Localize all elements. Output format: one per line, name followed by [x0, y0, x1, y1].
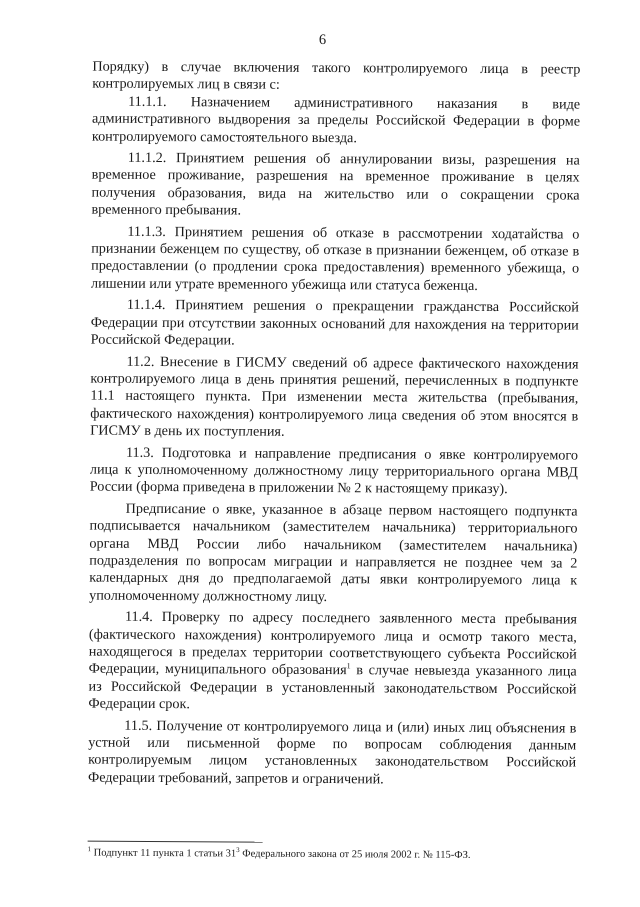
paragraph-11-4	[88, 609, 577, 716]
paragraph-11-5: 11.5. Получение от контролируемого лица и (или) иных лиц объяснения в устной или письменной форме по вопросам соблюдения данным контролируемым лицом установленных законодательством Российской Федерации требований, запретов и ограничений.	[87, 717, 577, 788]
paragraph-intro: Порядку) в случае включения такого контролируемого лица в реестр контролируемых лиц в связи с:	[92, 58, 581, 94]
page-number: 6	[318, 31, 327, 49]
paragraph-11-3-prescription: Предписание о явке, указанное в абзаце первом настоящего подпункта подписывается начальником (заместителем начальника) территориального органа МВД России либо начальником (заместителем начальника) подразделения по вопросам миграции и направляется не позднее чем за 2 календарных дня до предполагаемой даты явки контролируемого лица к уполномоченному должностному лицу.	[89, 500, 578, 605]
paragraph-11-1-3: 11.1.3. Принятием решения об отказе в рассмотрении ходатайства о признании беженцем по существу, об отказе в признании беженцем, об отказе в предоставлении (о продлении срока предоставления) временного убежища, о лишении или утрате временного убежища или статуса беженца.	[90, 223, 580, 294]
paragraph-11-1-1: 11.1.1. Назначением административного наказания в виде административного выдворения за пределы Российской Федерации в форме контролируемого самостоятельного выезда.	[91, 93, 581, 146]
paragraph-11-2: 11.2. Внесение в ГИСМУ сведений об адресе фактического нахождения контролируемого лица в день принятия решений, перечисленных в подпункте 11.1 настоящего пункта. При изменении места жительства (пребывания, фактического нахождения) контролируемого лица сведения об этом вносятся в ГИСМУ в день их поступления.	[90, 353, 579, 440]
footnote-text-cont: Федерального закона от 25 июля 2002 г. № 115-ФЗ.	[239, 848, 471, 861]
footnote-reference: 1	[346, 661, 351, 671]
paragraph-11-3: 11.3. Подготовка и направление предписания о явке контролируемого лица к уполномоченному должностному лицу территориального органа МВД России (форма приведена в приложении № 2 к настоящему приказу).	[89, 444, 579, 498]
paragraph-11-4-text-cont: в случае невыезда указанного лица из Российской Федерации в установленный законодательством Российской Федерации срок.	[88, 662, 577, 713]
footnote-article-superscript: 3	[236, 845, 240, 855]
paragraph-11-1-4: 11.1.4. Принятием решения о прекращении гражданства Российской Федерации при отсутствии законных оснований для нахождения на территории Российской Федерации.	[90, 297, 579, 349]
footnote	[88, 847, 588, 863]
footnote-divider	[88, 841, 263, 843]
footnote-text: Подпункт 11 пункта 1 статьи 31	[91, 847, 237, 860]
paragraph-11-4-text: 11.4. Проверку по адресу последнего заявленного места пребывания (фактического нахождения) контролируемого лица и осмотр такого места, находящегося в пределах территории соответствующего субъекта Российской Федерации, муниципального образования	[88, 608, 578, 679]
footnote-mark: 1	[87, 845, 92, 854]
paragraph-11-1-2: 11.1.2. Принятием решения об аннулировании визы, разрешения на временное проживание, разрешения на временное проживание в целях получения образования, вида на жительство или о сокращении срока временного пребывания.	[91, 149, 580, 219]
document-body	[88, 59, 580, 790]
